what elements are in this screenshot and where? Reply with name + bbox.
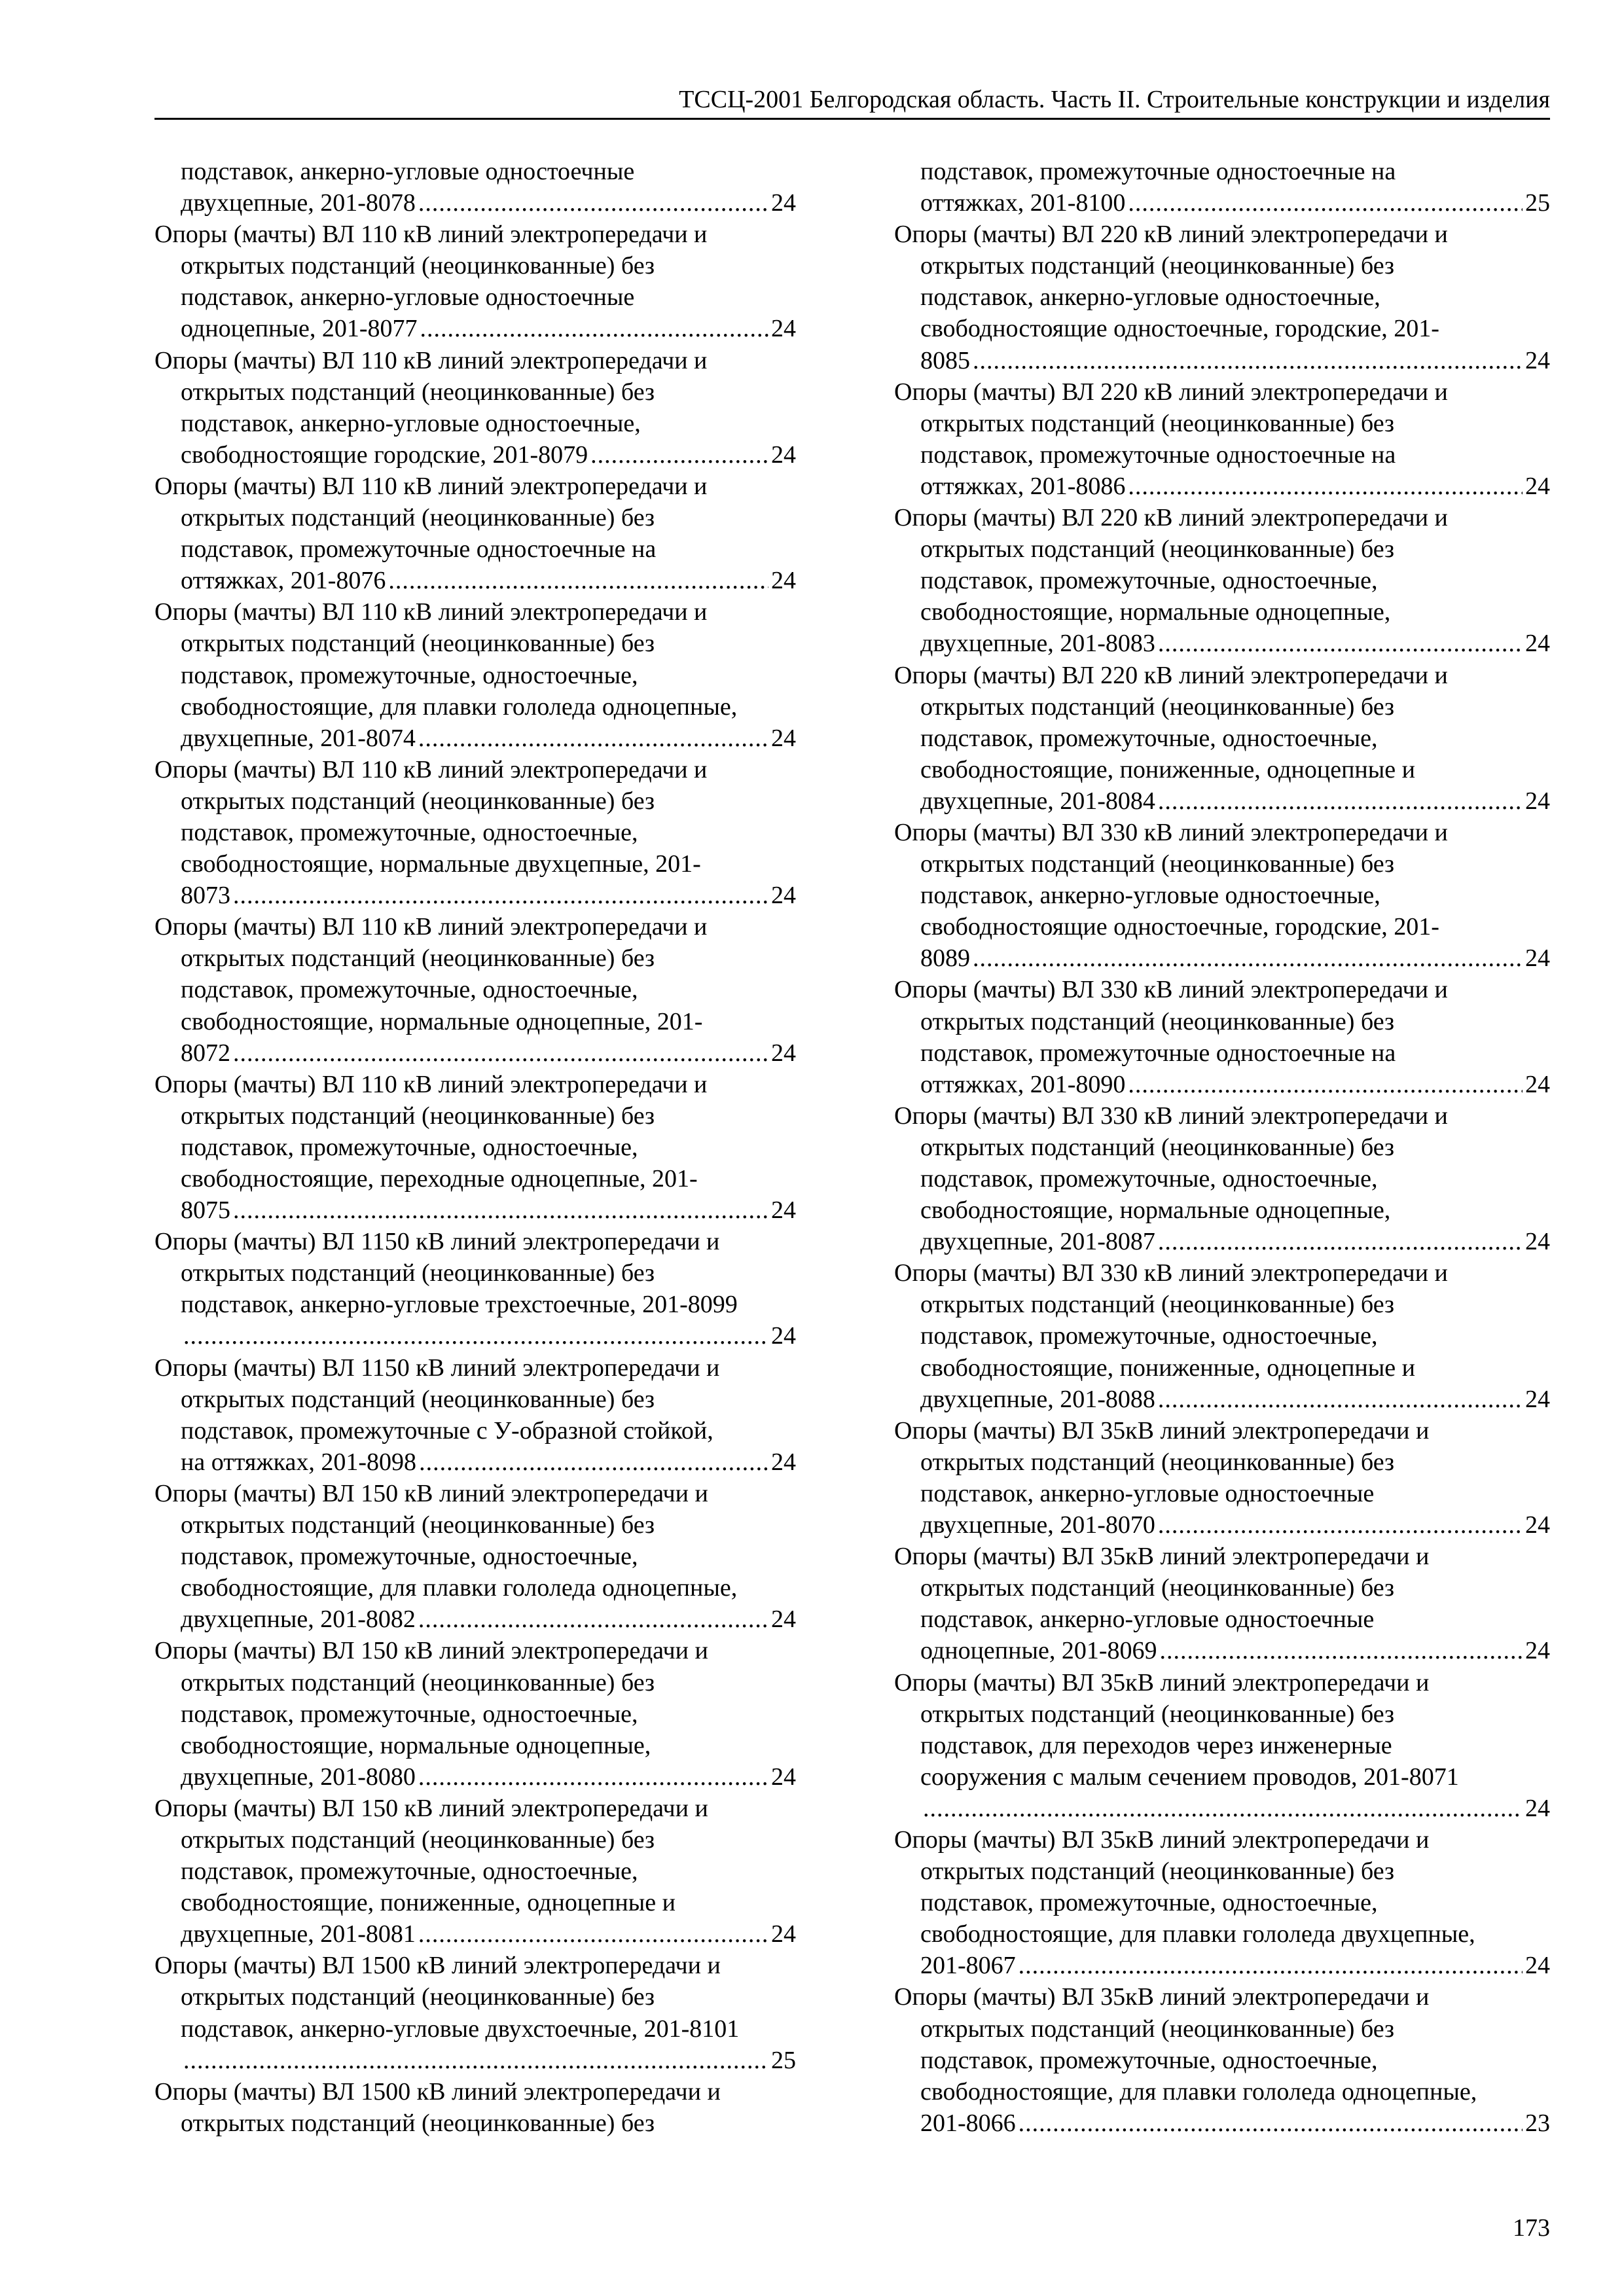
index-entry-page: 24: [771, 567, 796, 595]
index-entry: [154, 471, 796, 596]
index-entry: [894, 502, 1550, 659]
index-entry-line: открытых подстанций (неоцинкованные) без: [920, 1133, 1395, 1161]
index-entry: [154, 219, 796, 344]
index-entry-text: двухцепные, 201-8083: [920, 630, 1155, 658]
index-entry-page: 24: [1525, 346, 1550, 374]
index-entry-line: сооружения с малым сечением проводов, 201-8071: [920, 1763, 1459, 1791]
index-entry: [154, 156, 796, 219]
index-entry: [894, 1667, 1550, 1824]
index-entry-line: Опоры (мачты) ВЛ 35кВ линий электропередачи и: [894, 1983, 1430, 2011]
index-entry: [154, 1478, 796, 1635]
index-entry-line: подставок, промежуточные с У-образной стойкой,: [181, 1416, 713, 1444]
index-entry-text: оттяжках, 201-8100: [920, 189, 1126, 217]
index-entry: [154, 754, 796, 911]
index-entry: [894, 1100, 1550, 1257]
dot-leader: [388, 565, 768, 596]
index-entry-line: открытых подстанций (неоцинкованные) без: [181, 1668, 655, 1696]
index-entry-line: подставок, промежуточные, одностоечные,: [920, 2046, 1378, 2074]
index-entry-line: [154, 565, 796, 596]
dot-leader: [1128, 1069, 1523, 1100]
dot-leader: [1158, 1509, 1523, 1541]
index-entry-line: [894, 785, 1550, 817]
index-entry-line: [154, 1037, 796, 1069]
index-entry-text: 201-8067: [920, 1952, 1016, 1980]
dot-leader: [1158, 785, 1523, 817]
index-entry-line: открытых подстанций (неоцинкованные) без: [181, 1983, 655, 2011]
dot-leader: [418, 1604, 768, 1635]
index-entry-text: 8072: [181, 1039, 230, 1067]
index-entry-line: [154, 313, 796, 344]
index-entry-line: [894, 942, 1550, 974]
dot-leader: [233, 880, 768, 911]
index-entry-line: подставок, промежуточные одностоечные на: [920, 440, 1396, 469]
index-entry-line: Опоры (мачты) ВЛ 110 кВ линий электропередачи и: [154, 221, 708, 249]
index-entry-page: 24: [1525, 1228, 1550, 1256]
header-rule: [154, 118, 1550, 120]
index-entry-line: подставок, промежуточные, одностоечные,: [181, 1700, 638, 1728]
index-entry-line: подставок, анкерно-угловые одностоечные,: [920, 882, 1380, 910]
dot-leader: [233, 1037, 768, 1069]
index-entry-page: 24: [771, 315, 796, 343]
index-entry-line: [154, 1761, 796, 1793]
index-entry-line: [894, 1950, 1550, 1981]
dot-leader: [418, 1918, 768, 1950]
index-entry-line: подставок, промежуточные, одностоечные,: [920, 724, 1378, 752]
index-entry-line: открытых подстанций (неоцинкованные) без: [920, 1007, 1395, 1035]
index-entry-line: открытых подстанций (неоцинкованные) без: [920, 535, 1395, 564]
index-entry-line: открытых подстанций (неоцинкованные) без: [181, 1385, 655, 1413]
index-entry-page: 24: [771, 1448, 796, 1476]
index-entry-text: двухцепные, 201-8074: [181, 724, 416, 752]
index-entry-line: [154, 1918, 796, 1950]
index-entry-line: открытых подстанций (неоцинкованные) без: [181, 1102, 655, 1130]
index-entry-line: открытых подстанций (неоцинкованные) без: [920, 1857, 1395, 1886]
index-entry-line: Опоры (мачты) ВЛ 1150 кВ линий электропередачи и: [154, 1354, 720, 1382]
index-entry-line: Опоры (мачты) ВЛ 330 кВ линий электропередачи и: [894, 976, 1448, 1004]
index-entry-line: Опоры (мачты) ВЛ 1150 кВ линий электропередачи и: [154, 1228, 720, 1256]
index-entry-line: [154, 2045, 796, 2076]
index-entry-page: 24: [771, 724, 796, 752]
index-entry-line: подставок, промежуточные, одностоечные,: [920, 1889, 1378, 1917]
index-entry-line: [154, 1194, 796, 1226]
index-entry-line: подставок, анкерно-угловые одностоечные: [181, 283, 635, 312]
index-entry-line: [154, 880, 796, 911]
index-entry-line: Опоры (мачты) ВЛ 150 кВ линий электропередачи и: [154, 1637, 708, 1665]
index-entry-line: открытых подстанций (неоцинкованные) без: [181, 1825, 655, 1854]
index-entry-line: [894, 1384, 1550, 1415]
index-entry-line: подставок, промежуточные, одностоечные,: [181, 661, 638, 689]
dot-leader: [418, 1761, 768, 1793]
index-entry-line: Опоры (мачты) ВЛ 1500 кВ линий электропередачи и: [154, 2077, 721, 2106]
index-entry-line: [154, 1604, 796, 1635]
index-entry-line: Опоры (мачты) ВЛ 110 кВ линий электропередачи и: [154, 472, 708, 500]
index-entry-page: 24: [771, 1920, 796, 1948]
index-entry-line: Опоры (мачты) ВЛ 110 кВ линий электропередачи и: [154, 346, 708, 374]
index-entry-line: свободностоящие, для плавки гололеда одноцепные,: [920, 2077, 1477, 2106]
index-entry-line: Опоры (мачты) ВЛ 220 кВ линий электропередачи и: [894, 504, 1448, 532]
index-entry-page: 24: [1525, 944, 1550, 973]
index-entry-line: свободностоящие, нормальные одноцепные,: [920, 598, 1391, 626]
dot-leader: [418, 723, 768, 754]
index-entry-line: [154, 723, 796, 754]
index-entry-line: подставок, анкерно-угловые одностоечные: [181, 158, 635, 185]
dot-leader: [1019, 2108, 1523, 2139]
index-entry-line: открытых подстанций (неоцинкованные) без: [920, 409, 1395, 437]
index-entry-text: на оттяжках, 201-8098: [181, 1448, 417, 1476]
index-entry-line: подставок, промежуточные, одностоечные,: [181, 976, 638, 1004]
index-entry-line: свободностоящие, для плавки гололеда одноцепные,: [181, 1574, 738, 1602]
index-entry-page: 24: [1525, 1385, 1550, 1413]
index-entry-page: 24: [771, 882, 796, 910]
index-entry-line: подставок, промежуточные, одностоечные,: [181, 1543, 638, 1571]
dot-leader: [590, 439, 768, 471]
index-entry: [154, 596, 796, 753]
index-column-right: [894, 156, 1550, 2139]
index-entry: [894, 817, 1550, 974]
index-entry-page: 24: [1525, 1637, 1550, 1665]
index-entry-text: двухцепные, 201-8080: [181, 1763, 416, 1791]
index-entry-line: [894, 345, 1550, 376]
index-entry: [154, 1226, 796, 1352]
dot-leader: [1158, 628, 1523, 659]
index-entry-line: Опоры (мачты) ВЛ 35кВ линий электропередачи и: [894, 1416, 1430, 1444]
index-entry: [894, 1981, 1550, 2138]
index-entry: [154, 345, 796, 471]
index-entry-line: свободностоящие, для плавки гололеда одноцепные,: [181, 692, 738, 721]
index-entry-line: свободностоящие, пониженные, одноцепные и: [920, 1354, 1415, 1382]
index-entry-text: 8089: [920, 944, 970, 973]
index-entry-line: открытых подстанций (неоцинкованные) без: [920, 850, 1395, 878]
index-entry-text: оттяжках, 201-8086: [920, 472, 1126, 500]
index-entry: [894, 1257, 1550, 1414]
index-entry-page: 24: [1525, 1070, 1550, 1098]
index-entry-text: одноцепные, 201-8077: [181, 315, 418, 343]
dot-leader: [973, 345, 1523, 376]
index-entry-line: Опоры (мачты) ВЛ 330 кВ линий электропередачи и: [894, 1259, 1448, 1287]
index-entry: [154, 1950, 796, 2075]
index-entry-line: свободностоящие, нормальные одноцепные,: [920, 1196, 1391, 1225]
index-entry-text: 8075: [181, 1196, 230, 1225]
index-entry: [894, 1415, 1550, 1541]
index-entry-line: открытых подстанций (неоцинкованные) без: [181, 378, 655, 406]
index-entry-page: 24: [771, 1322, 796, 1350]
index-entry-line: подставок, промежуточные, одностоечные,: [920, 1165, 1378, 1193]
dot-leader: [1158, 1384, 1523, 1415]
index-entry-line: свободностоящие, пониженные, одноцепные и: [920, 755, 1415, 783]
index-entry-text: 201-8066: [920, 2109, 1016, 2137]
index-entry-line: открытых подстанций (неоцинкованные) без: [181, 1259, 655, 1287]
index-entry-page: 24: [1525, 1794, 1550, 1822]
dot-leader: [418, 187, 768, 219]
index-entry-line: [154, 187, 796, 219]
index-entry-line: открытых подстанций (неоцинкованные) без: [920, 1291, 1395, 1319]
index-entry-text: 8073: [181, 882, 230, 910]
index-entry-line: открытых подстанций (неоцинкованные) без: [920, 1700, 1395, 1728]
index-entry-page: 24: [1525, 787, 1550, 815]
dot-leader: [233, 1194, 768, 1226]
index-entry-line: открытых подстанций (неоцинкованные) без: [181, 252, 655, 280]
index-entry-line: [894, 187, 1550, 219]
index-entry-line: [894, 1509, 1550, 1541]
index-entry-line: [894, 471, 1550, 502]
index-entry-text: двухцепные, 201-8082: [181, 1605, 416, 1634]
index-entry-line: открытых подстанций (неоцинкованные) без: [920, 692, 1395, 721]
index-entry-line: открытых подстанций (неоцинкованные) без: [181, 630, 655, 658]
index-entry-page: 24: [1525, 1952, 1550, 1980]
index-entry: [894, 660, 1550, 817]
index-entry-text: оттяжках, 201-8076: [181, 567, 386, 595]
index-entry-page: 25: [771, 2046, 796, 2074]
index-entry-page: 24: [771, 440, 796, 469]
index-entry-line: свободностоящие, нормальные одноцепные, 201-: [181, 1007, 703, 1035]
index-column-left: [154, 156, 796, 2139]
index-entry-line: подставок, промежуточные одностоечные на: [181, 535, 657, 564]
index-entry-line: подставок, промежуточные, одностоечные,: [920, 1322, 1378, 1350]
index-entry-line: подставок, анкерно-угловые двухстоечные, 201-8101: [181, 2015, 740, 2043]
index-entry-text: двухцепные, 201-8070: [920, 1511, 1155, 1539]
index-entry-line: [154, 439, 796, 471]
index-entry-line: подставок, промежуточные, одностоечные,: [920, 567, 1378, 595]
running-header: ТССЦ-2001 Белгородская область. Часть II. Строительные конструкции и изделия: [679, 86, 1550, 113]
dot-leader: [1128, 187, 1523, 219]
index-entry-text: 8085: [920, 346, 970, 374]
index-entry-line: [894, 1793, 1550, 1824]
index-entry-line: Опоры (мачты) ВЛ 330 кВ линий электропередачи и: [894, 1102, 1448, 1130]
index-entry-page: 24: [1525, 1511, 1550, 1539]
index-entry-page: 24: [1525, 472, 1550, 500]
index-entry-line: подставок, анкерно-угловые трехстоечные, 201-8099: [181, 1291, 738, 1319]
index-entry-line: открытых подстанций (неоцинкованные) без: [181, 2109, 655, 2137]
index-entry-line: открытых подстанций (неоцинкованные) без: [920, 252, 1395, 280]
index-entry: [894, 1541, 1550, 1666]
dot-leader: [1160, 1635, 1523, 1666]
index-entry: [894, 974, 1550, 1100]
index-entry-line: подставок, анкерно-угловые одностоечные: [920, 1479, 1375, 1507]
index-entry-line: открытых подстанций (неоцинкованные) без: [920, 1448, 1395, 1476]
index-entry-line: Опоры (мачты) ВЛ 110 кВ линий электропередачи и: [154, 913, 708, 941]
index-entry-line: [894, 628, 1550, 659]
index-entry-page: 24: [771, 189, 796, 217]
index-entry: [894, 219, 1550, 376]
index-entry-page: 25: [1525, 189, 1550, 217]
index-entry-line: [154, 1320, 796, 1352]
index-entry: [154, 911, 796, 1068]
index-entry-line: Опоры (мачты) ВЛ 220 кВ линий электропередачи и: [894, 661, 1448, 689]
dot-leader: [1019, 1950, 1523, 1981]
index-entry-line: открытых подстанций (неоцинкованные) без: [920, 2015, 1395, 2043]
dot-leader: [1128, 471, 1523, 502]
index-entry-line: Опоры (мачты) ВЛ 220 кВ линий электропередачи и: [894, 378, 1448, 406]
index-entry: [154, 1635, 796, 1792]
index-entry-text: одноцепные, 201-8069: [920, 1637, 1157, 1665]
index-entry-line: Опоры (мачты) ВЛ 35кВ линий электропередачи и: [894, 1543, 1430, 1571]
dot-leader: [1158, 1226, 1523, 1257]
index-entry-line: Опоры (мачты) ВЛ 110 кВ линий электропередачи и: [154, 755, 708, 783]
index-entry-text: двухцепные, 201-8084: [920, 787, 1155, 815]
index-entry: [894, 156, 1550, 219]
index-entry-line: открытых подстанций (неоцинкованные) без: [181, 504, 655, 532]
index-entry: [154, 1352, 796, 1478]
index-entry-line: Опоры (мачты) ВЛ 220 кВ линий электропередачи и: [894, 221, 1448, 249]
index-entry-line: свободностоящие, переходные одноцепные, 201-: [181, 1165, 698, 1193]
dot-leader: [973, 942, 1523, 974]
index-entry-line: Опоры (мачты) ВЛ 35кВ линий электропередачи и: [894, 1825, 1430, 1854]
index-entry-line: Опоры (мачты) ВЛ 150 кВ линий электропередачи и: [154, 1479, 708, 1507]
index-entry-line: [894, 2108, 1550, 2139]
index-entry: [154, 2076, 796, 2139]
index-entry-page: 24: [771, 1039, 796, 1067]
index-entry-line: подставок, промежуточные одностоечные на: [920, 1039, 1396, 1067]
index-entry-line: свободностоящие, нормальные одноцепные,: [181, 1731, 651, 1759]
index-entry-page: 23: [1525, 2109, 1550, 2137]
index-entry-line: подставок, для переходов через инженерные: [920, 1731, 1392, 1759]
dot-leader: [183, 2045, 768, 2076]
index-entry-text: свободностоящие городские, 201-8079: [181, 440, 588, 469]
index-entry-text: двухцепные, 201-8088: [920, 1385, 1155, 1413]
index-entry-line: подставок, анкерно-угловые одностоечные: [920, 1605, 1375, 1634]
index-entry-line: открытых подстанций (неоцинкованные) без: [920, 1574, 1395, 1602]
dot-leader: [419, 1446, 768, 1478]
index-entry-line: подставок, анкерно-угловые одностоечные,: [181, 409, 641, 437]
index-entry-text: двухцепные, 201-8081: [181, 1920, 416, 1948]
index-entry: [154, 1793, 796, 1950]
index-entry-page: 24: [1525, 630, 1550, 658]
index-entry-line: свободностоящие, нормальные двухцепные, 201-: [181, 850, 701, 878]
index-entry-page: 24: [771, 1196, 796, 1225]
index-entry-line: подставок, промежуточные одностоечные на: [920, 158, 1396, 185]
page-number: 173: [1513, 2214, 1550, 2242]
index-entry-line: Опоры (мачты) ВЛ 1500 кВ линий электропередачи и: [154, 1952, 721, 1980]
index-entry-line: Опоры (мачты) ВЛ 110 кВ линий электропередачи и: [154, 1070, 708, 1098]
index-entry: [154, 1069, 796, 1226]
index-entry-line: свободностоящие одностоечные, городские, 201-: [920, 315, 1439, 343]
index-entry: [894, 376, 1550, 502]
index-entry-line: открытых подстанций (неоцинкованные) без: [181, 787, 655, 815]
index-entry-line: подставок, анкерно-угловые одностоечные,: [920, 283, 1380, 312]
index-entry-line: подставок, промежуточные, одностоечные,: [181, 1857, 638, 1886]
index-entry-text: двухцепные, 201-8078: [181, 189, 416, 217]
index-entry-text: двухцепные, 201-8087: [920, 1228, 1155, 1256]
index-entry-line: открытых подстанций (неоцинкованные) без: [181, 944, 655, 973]
index-entry-page: 24: [771, 1763, 796, 1791]
dot-leader: [183, 1320, 768, 1352]
index-entry-line: подставок, промежуточные, одностоечные,: [181, 818, 638, 846]
index-entry-line: [154, 1446, 796, 1478]
index-entry-line: открытых подстанций (неоцинкованные) без: [181, 1511, 655, 1539]
index-entry-line: [894, 1069, 1550, 1100]
index-entry-page: 24: [771, 1605, 796, 1634]
index-entry: [894, 1824, 1550, 1981]
index-entry-line: Опоры (мачты) ВЛ 110 кВ линий электропередачи и: [154, 598, 708, 626]
index-entry-line: [894, 1635, 1550, 1666]
index-entry-line: Опоры (мачты) ВЛ 150 кВ линий электропередачи и: [154, 1794, 708, 1822]
index-entry-line: Опоры (мачты) ВЛ 35кВ линий электропередачи и: [894, 1668, 1430, 1696]
dot-leader: [923, 1793, 1523, 1824]
index-entry-line: свободностоящие, для плавки гололеда двухцепные,: [920, 1920, 1475, 1948]
index-entry-line: свободностоящие одностоечные, городские, 201-: [920, 913, 1439, 941]
index-entry-text: оттяжках, 201-8090: [920, 1070, 1126, 1098]
index-entry-line: свободностоящие, пониженные, одноцепные и: [181, 1889, 676, 1917]
index-entry-line: [894, 1226, 1550, 1257]
dot-leader: [420, 313, 768, 344]
index-entry-line: подставок, промежуточные, одностоечные,: [181, 1133, 638, 1161]
index-entry-line: Опоры (мачты) ВЛ 330 кВ линий электропередачи и: [894, 818, 1448, 846]
